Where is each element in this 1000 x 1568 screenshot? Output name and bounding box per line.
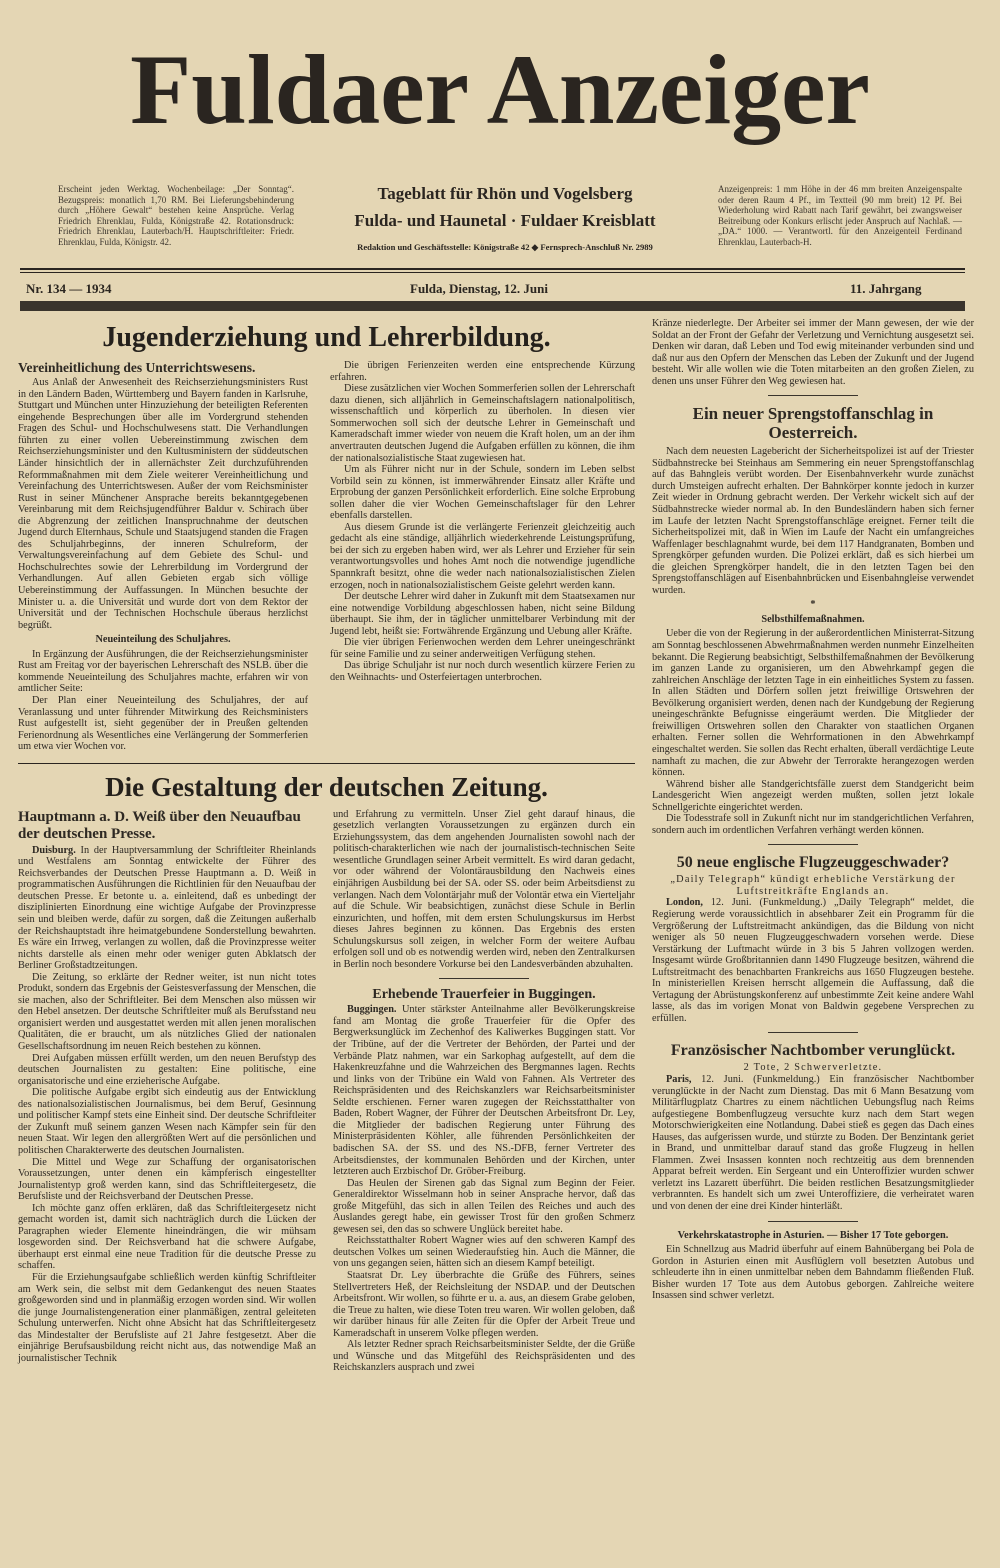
issue-number: Nr. 134 — 1934 [26, 281, 112, 296]
deck: 2 Tote, 2 Schwerverletzte. [743, 1062, 883, 1074]
paragraph: Um als Führer nicht nur in der Schule, sondern im Leben selbst Vorbild sein zu können, ist immerwährender Einsatz aller Kräfte und Erprobung der ganzen Persönlichkeit erforderlich. Eine solche Erprobung sollen daher die vier Wochen Gemeinschaftslager für den Lehrer ebenfalls darstellen. [330, 464, 635, 522]
article-column [333, 809, 635, 1374]
paragraph: Die Zeitung, so erklärte der Redner weiter, ist nun nicht totes Produkt, sondern das Ergebnis der Geistesverfassung der Menschen, die sie machen, also der Schriftleiter. Bei dem Menschen also müssen wir den Hebel ansetzen. Der deutsche Schriftleiter muß als Berufsstand neu organisiert werden und ausgestattet werden mit allen jenen moralischen Qualitäten, die er braucht, um als nützliches Glied der nationalen Gesellschaftsordnung im neuen Reich bestehen zu können. [18, 971, 316, 1053]
divider [768, 1032, 858, 1033]
issue-date: Fulda, Dienstag, 12. Juni [410, 281, 548, 296]
paragraph: Paris, 12. Juni. (Funkmeldung.) Ein französischer Nachtbomber verunglückte in der Nacht zum Dienstag. Das mit 6 Mann Besatzung vom Militärflugplatz Chartres zu einem nächtlichen Uebungsflug nach Reims aufgestiegene Bombenflugzeug versuchte kurz nach dem Start wegen Motorschwierigkeiten eine Notlandung. Dabei stieß es gegen das Dach eines Hauses, das aufgerissen wurde, und stürzte zu Boden. Der Benzintank geriet in Brand, und unmittelbar darauf stand das große Flugzeug in hellen Flammen. Zwei Insassen konnten noch rechtzeitig aus dem brennenden Apparat befreit werden. Ein Sergeant und ein Unteroffizier wurden schwer verletzt ins Lazarett überführt. Die beiden restlichen Besatzungsmitglieder verbrannten. Es handelt sich um zwei Unteroffiziere, die verheiratet waren und von denen der eine drei Kinder hinterläßt. [652, 1073, 974, 1212]
section-title: Verkehrskatastrophe in Asturien. — Bisher 17 Tote geborgen. [677, 1229, 949, 1241]
headline-flugzeuggeschwader: 50 neue englische Flugzeuggeschwader? [676, 854, 950, 872]
divider [20, 268, 965, 270]
headline-sprengstoffanschlag: Ein neuer Sprengstoffanschlag in Oesterreich. [692, 404, 934, 443]
paragraph: Nach dem neuesten Lagebericht der Sicherheitspolizei ist auf der Triester Südbahnstrecke bei Steinhaus am Semmering ein neuer Sprengstoffanschlag auf das Bahngleis verübt worden. Der Eisenbahnverkehr wurde zunächst durch Umsteigen aufrecht erhalten. Der Bahnkörper konnte jedoch in kurzer Zeit wieder in Ordnung gebracht werden. Der Verkehr wickelt sich auf der Südbahnstrecke wieder normal ab. In den Bundesländern haben sich ferner im Laufe der letzten Nacht Sprengstoffanschläge ereignet. Ferner teilt die Sicherheitspolizei mit, daß in Wien im Laufe der Nacht ein umfangreiches Waffenlager beschlagnahmt wurde, bei dem 117 Handgranaten, Bomben und Sprengkörper gefunden wurden. Die Polizei erklärt, daß es sich hierbei um die gleichen Sprengkörper handelt, die in den letzten Tagen bei den Sprengstoffanschlägen auf Eisenbahnbrücken und Eisenbahngleise verwendet wurden. [652, 446, 974, 596]
article-column [652, 318, 974, 1302]
paragraph: Für die Erziehungsaufgabe schließlich werden künftig Schriftleiter am Werk sein, die selbst mit dem Gedankengut des neuen Staates großgeworden sind und in planmäßig erzogen worden sind. Wir wollen die junge Journalistengeneration einer planmäßigen, zentral geleiteten Schulung unterwerfen. Nicht ohne Absicht hat das Schriftleitergesetz das Mindestalter der Berufsliste auf 21 Jahre festgesetzt. Aber die einjährige Berufsausbildung reicht nicht aus, das notwendige Maß an journalistischer Technik [18, 1271, 316, 1364]
paragraph: London, 12. Juni. (Funkmeldung.) „Daily Telegraph“ meldet, die Regierung werde voraussichtlich in absehbarer Zeit ein Programm für die Vergrößerung der Luftstreitmacht ankündigen, das die Bildung von nicht weniger als 50 neuen Flugzeuggeschwadern vorsehen werde. Diese Verstärkung der Luftmacht würde in 3 bis 5 Jahren vollzogen werden. Insgesamt würde Großbritannien dann 1490 Flugzeuge besitzen, während die Luftstreitmacht des benachbarten Frankreichs aus 1650 Flugzeugen bestehe. In ministeriellen Kreisen herrscht allgemein die Auffassung, daß die Vertagung der Abrüstungskonferenz auf unbestimmte Zeit keine andere Wahl lasse, als das im vorigen Monat von Baldwin gegebene Versprechen zu erfüllen. [652, 897, 974, 1024]
paragraph: Reichsstatthalter Robert Wagner wies auf den schweren Kampf des deutschen Volkes um seinen Wiederaufstieg hin. Auch die Männer, die von uns gegangen seien, hätten sich an diesem Kampf beteiligt. [333, 1235, 635, 1270]
headline-jugenderziehung: Jugenderziehung und Lehrerbildung. [102, 322, 551, 353]
divider [768, 395, 858, 396]
article-columns [18, 809, 635, 1374]
dateline: Paris, [666, 1073, 692, 1085]
paragraph: Ueber die von der Regierung in der außerordentlichen Ministerrat-Sitzung am Sonntag beschlossenen Abwehrmaßnahmen werden nunmehr Einzelheiten bekannt. Die Regierung beabsichtigt, Selbsthilfemaßnahmen der Bevölkerung im ganzen Lande zu organisieren, um den Abwehrkampf gegen die zahlreichen Anschläge der letzten Tage in ein einheitliches System zu fassen. In allen Städten und Dörfern sollen jetzt freiwillige Ortswehren der Bevölkerung organisiert werden, denen nach der Kundgebung der Regierung uneingeschränkte Befugnisse eingeräumt werden. Die Mitglieder der freiwilligen Ortswehren sollen den Charakter von staatlichen Organen erhalten. Ferner sollen die Wehrformationen in den Abwehrkampf eingeschaltet werden. Sie sollen das Recht erhalten, überall verdächtige Leute namhaft zu machen, die zur Abwehr der Terrorakte herangezogen werden können. [652, 628, 974, 779]
paragraph: Diese zusätzlichen vier Wochen Sommerferien sollen der Lehrerschaft dazu dienen, sich alljährlich in Gemeinschaftslagern nationalpolitisch, wissenschaftlich und körperlich zu überholen. In diesen vier Sommerwochen soll sich der deutsche Lehrer in Gemeinschaft und Kameradschaft immer wieder von neuem die Kraft holen, um an der ihm anvertrauten deutschen Jugend die Aufgaben erfüllen zu können, die ihm der nationalsozialistische Staat zugewiesen hat. [330, 383, 635, 464]
deck: „Daily Telegraph“ kündigt erhebliche Verstärkung der Luftstreitkräfte Englands an. [670, 874, 956, 897]
paragraph: In Ergänzung der Ausführungen, die der Reichserziehungsminister Rust am Freitag vor der bayerischen Lehrerschaft des NSLB. über die kommende Neueinteilung des Schuljahres machte, erfahren wir von amtlicher Seite: [18, 648, 308, 695]
section-title: Selbsthilfemaßnahmen. [761, 613, 865, 625]
headline-nachtbomber: Französischer Nachtbomber verunglückt. [670, 1042, 956, 1060]
dateline: Duisburg. [32, 844, 76, 856]
dateline: Buggingen. [347, 1004, 397, 1016]
divider [20, 272, 965, 273]
paragraph: Die Mittel und Wege zur Schaffung der organisatorischen Voraussetzungen, unter denen ein kämpferisch eingestellter Journalistentyp groß werden kann, sind das Schriftleitergesetz, die Berufsliste und der Reichsverband der Deutschen Presse. [18, 1156, 316, 1203]
divider [768, 844, 858, 845]
paragraph: Ein Schnellzug aus Madrid überfuhr auf einem Bahnübergang bei Pola de Gordon in Asturien einen mit Ausflüglern voll besetzten Autobus und schleuderte ihn in einen unmittelbar neben dem Bahndamm fließenden Fluß. Bisher wurden 17 Tote aus dem Autobus geborgen. Zahlreiche weitere Insassen sind schwer verletzt. [652, 1244, 974, 1302]
masthead-info-right: Anzeigenpreis: 1 mm Höhe in der 46 mm breiten Anzeigenspalte oder deren Raum 4 Pf., im Textteil (90 mm breit) 12 Pf. Bei Wiederholung wird Rabatt nach Tarif gewährt, bei zwangsweiser Beitreibung oder Konkurs erlischt jeder Anspruch auf Nachlaß. — „DA.“ 1000. — Verantwortl. für den Anzeigenteil Ferdinand Ehrenklau, Lauterbach-H. [718, 184, 962, 247]
paragraph: Kränze niederlegte. Der Arbeiter sei immer der Mann gewesen, der wie der Soldat an der Front der Gefahr der Verletzung und Vernichtung ausgesetzt sei. Denken wir daran, daß Leben und Tod ewig miteinander verbunden sind und daß nur aus den Opfern der Menschen das Leben der Zukunft und der Jugend besteht. Wir alle wollen wie die Toten mitarbeiten an den großen Zielen, zu denen uns unser Führer den Weg gewiesen hat. [652, 318, 974, 387]
paragraph: Die politische Aufgabe ergibt sich eindeutig aus der Entwicklung des nationalsozialistischen Journalismus, bei dem Beruf, Gesinnung und politischer Kampf stets eine Einheit sind. Der deutsche Schriftleiter der Zukunft muß seinem ganzen Wesen nach Kämpfer sein für den neuen Staat. Wir legen den allergrößten Wert auf die persönlichen und politischen Charakterwerte des deutschen Journalisten. [18, 1087, 316, 1156]
paragraph: Ich möchte ganz offen erklären, daß das Schriftleitergesetz nicht gemacht worden ist, damit sich nachträglich durch die Lücken der Paragraphen wieder Elemente hineindrängen, die wir mühsam losgeworden sind. Der Reichsverband hat die schwere Aufgabe, überhaupt erst einmal eine neue Tradition für die deutsche Presse zu schaffen. [18, 1202, 316, 1272]
separator-star: * [810, 599, 816, 611]
paragraph: Das übrige Schuljahr ist nur noch durch wesentlich kürzere Ferien zu den Weihnachts- und Osterfeiertagen unterbrochen. [330, 660, 635, 683]
masthead-info-left: Erscheint jeden Werktag. Wochenbeilage: „Der Sonntag“. Bezugspreis: monatlich 1,70 RM. Bei Lieferungsbehinderung durch „Höhere Gewalt“ bestehen keine Ansprüche. Verlag Friedrich Ehrenklau, Fulda, Königstraße 42. Rotationsdruck: Friedrich Ehrenklau, Lauterbach/H. Hauptschriftleiter: Friedr. Ehrenklau, Fulda, Königstr. 42. [58, 184, 294, 247]
masthead-subtitle-2: Fulda- und Haunetal · Fuldaer Kreisblatt [354, 211, 656, 230]
headline-gestaltung-zeitung: Die Gestaltung der deutschen Zeitung. [105, 771, 548, 802]
divider [20, 301, 965, 311]
paragraph: Während bisher alle Standgerichtsfälle zuerst dem Standgericht beim Landesgericht Wien angezeigt werden mußten, sollen jetzt lokale Schnellgerichte eingerichtet werden. [652, 778, 974, 813]
masthead-subtitle-1: Tageblatt für Rhön und Vogelsberg [377, 184, 633, 203]
subheadline: Vereinheitlichung des Unterrichtswesens. [18, 360, 256, 376]
paragraph: Staatsrat Dr. Ley überbrachte die Grüße des Führers, seines Stellvertreters Heß, der Reichsleitung der NSDAP. und der Deutschen Arbeitsfront. Wir wollen, so führte er u. a. aus, an diesem Grabe geloben, die Treue zu halten, wie diese Toten treu waren. Wir wollen geloben, daß wir darüber hinaus für alle Zeiten für die Opfer der Arbeit Treue und Kameradschaft in unserem Volke pflegen werden. [333, 1269, 635, 1339]
paragraph: Aus Anlaß der Anwesenheit des Reichserziehungsministers Rust in den Ländern Baden, Württemberg und Bayern fanden in Karlsruhe, Stuttgart und München unter Hinzuziehung der beteiligten Referenten eingehende Besprechungen über alle im Vordergrund stehenden Fragen des Schul- und Hochschulwesens statt. Die Verhandlungen führten zu einer vollen Uebereinstimmung zwischen dem Reichserziehungsminister und den Kultusministern der süddeutschen Länder hinsichtlich der in allernächster Zeit durchzuführenden Reformmaßnahmen mit dem Ziele weiterer Vereinheitlichung und Vereinfachung des Unterrichtswesen. Außer der vom Reichsminister Rust in seiner Münchener Ansprache bereits bekanntgegebenen Vereinbarung mit dem Reichsjugendführer Baldur v. Schirach über die Abgrenzung der zeitlichen Inanspruchnahme der deutschen Jugend durch Elternhaus, Schule und Staatsjugend standen die Fragen des Schuljahrbeginns, der inneren Schulreform, der Verwaltungsvereinfachung auf dem Gebiete des Schul- und Hochschulrechtes sowie der Lehrerbildung im Vordergrund der Verhandlungen. Auf allen Gebieten ergab sich völlige Uebereinstimmung der Auffassungen. In München besuchte der Minister u. a. die Universität und wurde dort von dem Rektor der Universität und der Technischen Hochschule überaus herzlichst begrüßt. [18, 377, 308, 631]
masthead-subtitle-3: Redaktion und Geschäftsstelle: Königstraße 42 ◆ Fernsprech-Anschluß Nr. 2989 [357, 242, 653, 252]
divider [439, 978, 529, 979]
paragraph: Das Heulen der Sirenen gab das Signal zum Beginn der Feier. Generaldirektor Wisselmann hob in seiner Ansprache hervor, daß das große Mitgefühl, das sich in allen Teilen des Reiches und auch des Auslandes geregt habe, ein gewisser Trost für den großen Schmerz gewesen sei, den das so schwere Unglück bereitet habe. [333, 1177, 635, 1235]
left-region [18, 318, 635, 1374]
volume: 11. Jahrgang [850, 281, 922, 296]
paragraph: Der deutsche Lehrer wird daher in Zukunft mit dem Staatsexamen nur eine notwendige Vorbildung abgeschlossen haben, nicht seine Bildung überhaupt. Sie ihm, der in täglicher unmittelbarer Verbindung mit der Jugend lebt, heißt sie: Fortwährende Ergänzung und Uebung aller Kräfte. [330, 591, 635, 637]
paragraph: Die übrigen Ferienzeiten werden eine entsprechende Kürzung erfahren. [330, 360, 635, 383]
subheadline: Hauptmann a. D. Weiß über den Neuaufbau der deutschen Presse. [18, 808, 301, 842]
headline-trauerfeier: Erhebende Trauerfeier in Buggingen. [372, 987, 596, 1003]
paragraph: Drei Aufgaben müssen erfüllt werden, um den neuen Berufstyp des deutschen Journalisten zu gestalten: Eine politische, eine organisatorische und eine erzieherische Aufgabe. [18, 1052, 316, 1087]
dateline: London, [666, 897, 703, 909]
article-column [18, 809, 316, 1365]
paragraph: Aus diesem Grunde ist die verlängerte Ferienzeit gleichzeitig auch gedacht als eine ständige, alljährlich wiederkehrende Leistungsprüfung, bei der sich zu ergeben haben wird, wer als Lehrer und Erzieher für sein verantwortungsvolles und hohes Amt noch die notwendige jugendliche Spannkraft besitzt, ohne die weder nach nationalsozialistischen Zielen erzogen, noch in nationalsozialistischem Geiste gelehrt werden kann. [330, 521, 635, 591]
article-columns [18, 360, 635, 753]
paragraph: Als letzter Redner sprach Reichsarbeitsminister Seldte, der die Grüße und Wünsche und das Mitgefühl des Reichspräsidenten und des Reichskanzlers ausprach und zwei [333, 1339, 635, 1374]
paragraph: und Erfahrung zu vermitteln. Unser Ziel geht darauf hinaus, die gesetzlich verlangten Voraussetzungen zu ergänzen durch ein Erziehungssystem, das dem angehenden Journalisten sowohl nach der politisch-charakterlichen wie nach der journalistisch-technischen Seite wesentliche Grundlagen seiner Arbeit vermittelt. Es wird daran gedacht, vor oder während der Volontärausbildung den Nachweis eines einjährigen Ausbildung bei der SA. oder SS. oder beim Arbeitsdienst zu verlangen. Nach dem Volontärjahr muß der Volontär etwa ein Vierteljahr auf die Schule. Wir beabsichtigen, zunächst diese Schule in Berlin einzurichten, und hoffen, mit dem ersten Schulungskursus im Herbst dieses Jahres beginnen zu können. Das Ergebnis des ersten Schulungskursus soll zeigen, in welcher Form der weitere Aufbau erfolgen soll und ob es notwendig werden wird, neben den Zentralkursen in Berlin noch besondere Vorkurse bei den Landesverbänden abzuhalten. [333, 808, 635, 970]
page-body [18, 318, 974, 1374]
article-column [330, 360, 635, 683]
paragraph: Duisburg. In der Hauptversammlung der Schriftleiter Rheinlands und Westfalens am Sonntag entwickelte der Führer des Reichsverbandes der Deutschen Presse Hauptmann a. D. Weiß in programmatischen Ausführungen die Richtlinien für den Neuaufbau der deutschen Presse. Er betonte u. a. einleitend, daß es unbedingt der disziplinierten Einordnung eine wichtige Aufgabe der Provinzpresse sein und bleiben werde, dafür zu sorgen, daß die Zeitungen außerhalb der Reichshauptstadt ihre heimatgebundene Sonderstellung bewahrten. Es wäre ein Irrweg, verlangen zu wollen, daß die Provinzpresse weiter nichts darstelle als einen mehr oder weniger guten Abklatsch der Berliner Großstadtzeitungen. [18, 844, 316, 972]
section-title: Neueinteilung des Schuljahres. [95, 634, 231, 646]
divider [768, 1221, 858, 1222]
paragraph: Die vier übrigen Ferienwochen werden dem Lehrer uneingeschränkt für seine Familie und zu seiner anderweitigen Verfügung stehen. [330, 637, 635, 660]
paragraph: Buggingen. Unter stärkster Anteilnahme aller Bevölkerungskreise fand am Montag die große Trauerfeier für die Opfer des Bergwerksunglück im Zechenhof des Kaliwerkes Buggingen statt. Vor der Tribüne, auf der die Vertreter der Behörden, der Partei und der Verbände Platz nahmen, war ein Sarkophag aufgestellt, auf dem die Hakenkreuzfahne und die Wahrzeichen des Bergmannes lagen. Rechts und links von der Tribüne ein Wald von Fahnen. Als Vertreter des Reichspräsidenten und des Reichskanzlers war Reichsarbeitsminister Seldte erschienen. Ferner waren zugegen der Reichsstatthalter von Baden, Robert Wagner, der Führer der Deutschen Arbeitsfront Dr. Ley, die Mitglieder der badischen Regierung unter Führung des Ministerpräsidenten Köhler, alle führenden Persönlichkeiten der badischen SA. der SS. und des NS.-DFB, ferner Vertreter des Arbeitsdienstes, der kommunalen Behörden und der Kirchen, unter letzteren auch Erzbischof Dr. Gröber-Freiburg. [333, 1004, 635, 1178]
masthead-title: Fuldaer Anzeiger [130, 34, 870, 145]
paragraph: Der Plan einer Neueinteilung des Schuljahres, der auf Veranlassung und unter führender Mitwirkung des Reichsministers Rust aufgestellt ist, sieht gegenüber der in Preußen geltenden Ferienordnung als Wesentliches eine Verlängerung der Sommerferien um etwa vier Wochen vor. [18, 694, 308, 753]
divider [18, 763, 635, 764]
article-column [18, 360, 308, 753]
paragraph: Die Todesstrafe soll in Zukunft nicht nur im standgerichtlichen Verfahren, sondern auch im ordentlichen Verfahren verhängt werden können. [652, 813, 974, 836]
